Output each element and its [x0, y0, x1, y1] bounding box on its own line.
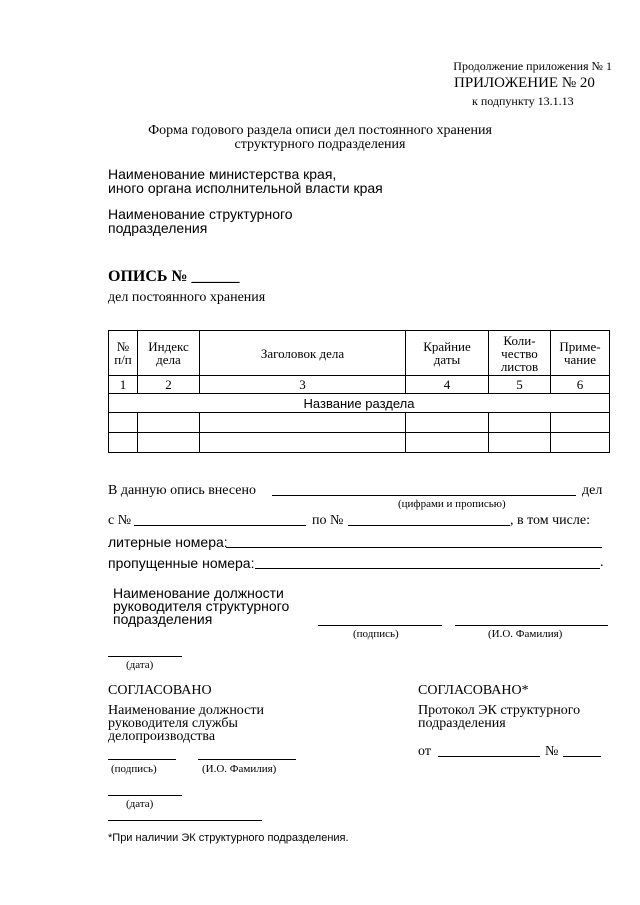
to-number-label: по № [312, 513, 344, 528]
entered-prefix: В данную опись внесено [108, 483, 256, 498]
including-label: , в том числе: [510, 513, 590, 528]
approve-left-signature-field[interactable] [108, 759, 176, 760]
header-cell-note: Приме- чание [551, 331, 610, 376]
approve-left-line1: Наименование должности [108, 703, 264, 718]
entered-suffix: дел [582, 483, 603, 498]
position-line3: подразделения [113, 611, 213, 627]
name-hint: (И.О. Фамилия) [488, 628, 563, 640]
letter-numbers-field[interactable] [226, 547, 602, 548]
ministry-label-line2: иного органа исполнительной власти края [108, 180, 383, 196]
entered-hint: (цифрами и прописью) [398, 498, 506, 510]
section-name: Название раздела [109, 394, 610, 413]
col-number-5: 5 [489, 376, 551, 394]
footnote-separator [108, 820, 262, 821]
appendix-number: ПРИЛОЖЕНИЕ № 20 [454, 75, 595, 91]
header-cell-dates: Крайние даты [406, 331, 489, 376]
approve-left-sign-hint: (подпись) [111, 763, 157, 775]
inventory-subtitle: дел постоянного хранения [108, 290, 266, 305]
missing-numbers-label: пропущенные номера: [108, 555, 255, 571]
ministry-label-line1: Наименование министерства края, [108, 166, 337, 182]
letter-numbers-label: литерные номера: [108, 534, 228, 550]
col-number-3: 3 [200, 376, 406, 394]
col-number-1: 1 [109, 376, 138, 394]
appendix-subclause: к подпункту 13.1.13 [472, 94, 574, 108]
approve-left-line2: руководителя службы [108, 716, 238, 731]
approve-left-name-hint: (И.О. Фамилия) [202, 763, 277, 775]
position-line2: руководителя структурного [113, 598, 290, 614]
inventory-table [108, 330, 610, 453]
name-field[interactable] [455, 625, 608, 626]
header-cell-sheets: Коли- чество листов [489, 331, 551, 376]
col-number-4: 4 [406, 376, 489, 394]
header-cell-title: Заголовок дела [200, 331, 406, 376]
date-hint: (дата) [126, 659, 154, 671]
approve-left-title: СОГЛАСОВАНО [108, 683, 212, 698]
table-header-row [109, 331, 610, 376]
from-number-field[interactable] [134, 525, 306, 526]
col-number-6: 6 [551, 376, 610, 394]
to-number-field[interactable] [348, 525, 510, 526]
form-title-line2: структурного подразделения [234, 137, 406, 152]
position-line1: Наименование должности [113, 585, 284, 601]
approve-left-date-hint: (дата) [126, 798, 154, 810]
protocol-date-field[interactable] [438, 756, 540, 757]
unit-label-line1: Наименование структурного [108, 206, 293, 222]
approve-left-line3: делопроизводства [108, 729, 216, 744]
table-row [109, 413, 610, 433]
footnote: *При наличии ЭК структурного подразделения. [108, 832, 349, 844]
section-row [109, 394, 610, 413]
approve-left-date-field[interactable] [108, 795, 182, 796]
approve-right-line2: подразделения [418, 716, 506, 731]
col-number-2: 2 [138, 376, 200, 394]
entered-count-field[interactable] [272, 495, 576, 496]
table-row [109, 433, 610, 453]
header-cell-index: Индекс дела [138, 331, 200, 376]
from-number-label: с № [108, 513, 132, 528]
approve-right-line1: Протокол ЭК структурного [418, 703, 581, 718]
approve-left-name-field[interactable] [198, 759, 296, 760]
continuation-note: Продолжение приложения № 1 [453, 59, 612, 73]
missing-numbers-field[interactable] [255, 568, 600, 569]
table-number-row [109, 376, 610, 394]
form-title-line1: Форма годового раздела описи дел постоянного хранения [148, 123, 492, 138]
header-cell-number: № п/п [109, 331, 138, 376]
protocol-number-field[interactable] [563, 756, 601, 757]
date-field[interactable] [108, 656, 182, 657]
protocol-number-label: № [545, 744, 559, 759]
signature-field[interactable] [318, 625, 442, 626]
asterisk-mark: * [521, 683, 529, 698]
approve-right-title: СОГЛАСОВАНО* [418, 683, 529, 698]
missing-period: . [600, 555, 604, 570]
inventory-title: ОПИСЬ № ______ [108, 268, 240, 285]
signature-hint: (подпись) [353, 628, 399, 640]
unit-label-line2: подразделения [108, 220, 208, 236]
protocol-date-label: от [418, 744, 431, 759]
